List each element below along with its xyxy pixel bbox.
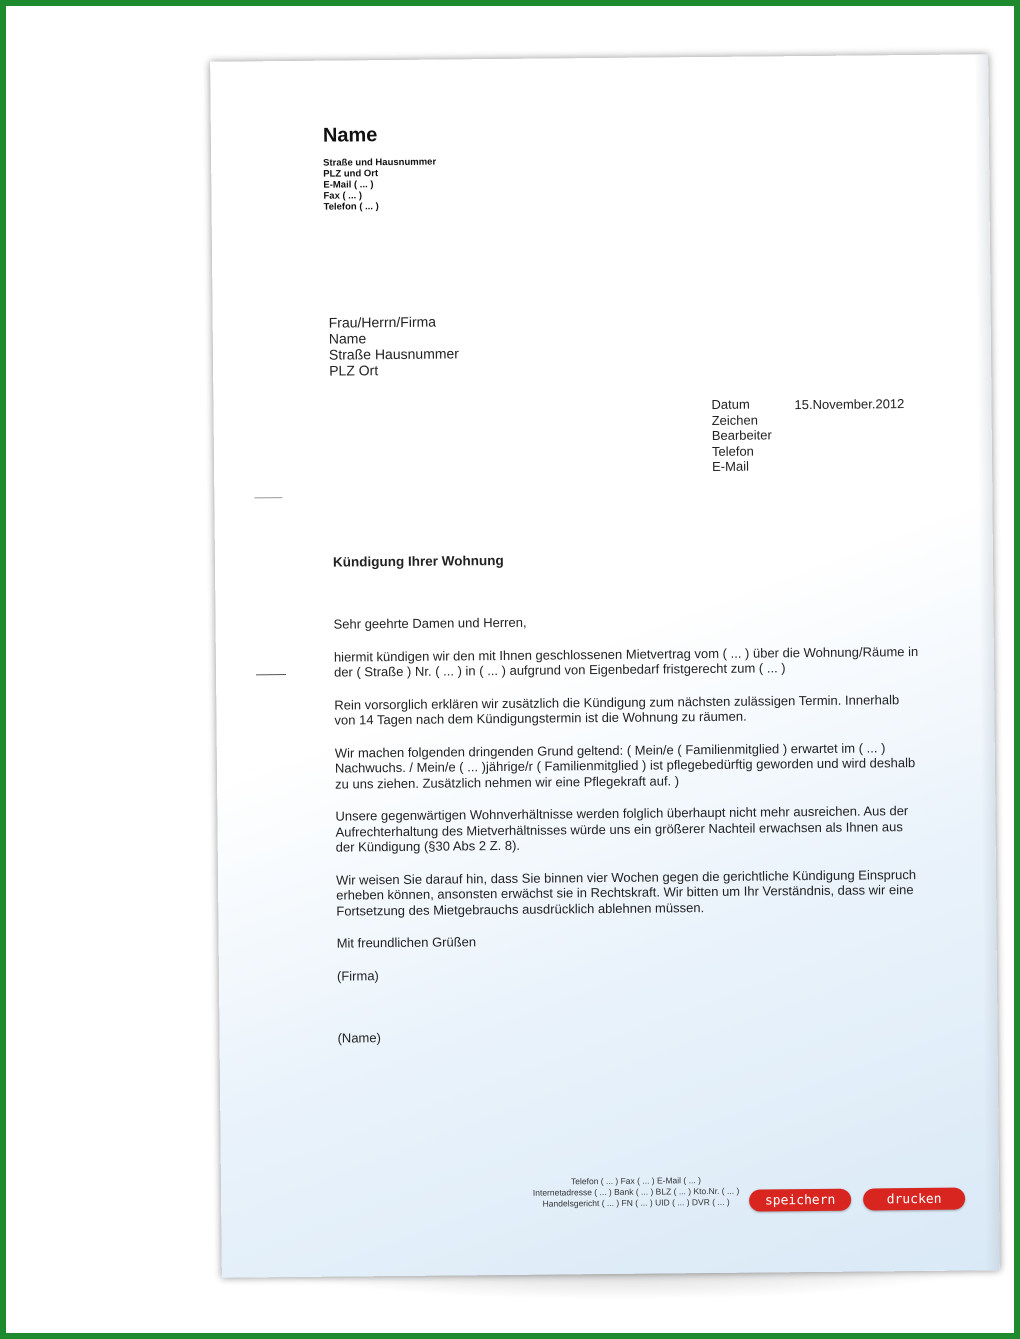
recipient-city: PLZ Ort [329, 362, 379, 379]
save-button[interactable]: speichern [749, 1189, 851, 1212]
letter-paragraph: Unsere gegenwärtigen Wohnverhältnisse werden folglich überhaupt nicht mehr ausreichen. Aus der Aufrechterhaltung des Mietverhältnisses würde uns ein größerer Nachteil erwachsen als Ihnen aus der Kündigung (§30 Abs 2 Z. 8). [335, 803, 909, 855]
sender-address [323, 157, 436, 213]
footer-line-contact: Telefon ( ... ) Fax ( ... ) E-Mail ( ... ) [570, 1175, 701, 1187]
sender-street: Straße und Hausnummer [323, 156, 437, 169]
recipient-salutation: Frau/Herrn/Firma [328, 313, 437, 331]
letter-subject: Kündigung Ihrer Wohnung [332, 552, 504, 570]
recipient-street: Straße Hausnummer [328, 345, 460, 363]
meta-label-date: Datum [711, 396, 750, 412]
recipient-name: Name [328, 330, 367, 347]
meta-date-value: 15.November.2012 [794, 396, 905, 413]
meta-label-email: E-Mail [712, 458, 750, 474]
letter-paragraph: hiermit kündigen wir den mit Ihnen geschlossenen Mietvertrag vom ( ... ) über die Wohnung/Räume in der ( Straße ) Nr. ( ... ) in ( ... ) aufgrund von Eigenbedarf fristgerecht zum ( ... ) [333, 643, 919, 680]
letter-salutation: Sehr geehrte Damen und Herren, [333, 614, 527, 632]
sender-name: Name [322, 124, 378, 147]
letter-firm: (Firma) [336, 967, 379, 984]
letter-meta-labels [711, 396, 772, 474]
letter-footer [511, 1175, 761, 1210]
sender-phone: Telefon ( ... ) [323, 201, 379, 213]
letter-signature-name: (Name) [337, 1030, 381, 1046]
letter-paragraph: Rein vorsorglich erklären wir zusätzlich die Kündigung zum nächsten zulässigen Termin. Innerhalb von 14 Tagen nach dem Kündigungstermin ist die Wohnung zu räumen. [334, 691, 900, 728]
fold-mark-top [254, 497, 282, 498]
letter-paragraph: Wir machen folgenden dringenden Grund geltend: ( Mein/e ( Familienmitglied ) erwartet im ( ... ) Nachwuchs. / Mein/e ( ... )jährige/r ( Familienmitglied ) ist pflegebedürftig geworden und wird deshalb zu uns ziehen. Zusätzlich nehmen wir eine Pflegekraft auf. ) [334, 739, 916, 792]
letter-body [334, 611, 923, 1063]
sender-email: E-Mail ( ... ) [323, 179, 374, 191]
meta-label-reference: Zeichen [711, 412, 758, 428]
letter-paragraph: Wir weisen Sie darauf hin, dass Sie binnen vier Wochen gegen die gerichtliche Kündigung Einspruch erheben können, ansonsten erwächst sie in Rechtskraft. Wir bitten um Ihr Verständnis, dass wir eine Fortsetzung des Mietgebrauchs ausdrücklich ablehnen müssen. [335, 866, 917, 919]
letter-closing: Mit freundlichen Grüßen [336, 934, 477, 951]
letter-page [210, 54, 1000, 1277]
footer-line-registry: Handelsgericht ( ... ) FN ( ... ) UID ( ... ) DVR ( ... ) [542, 1196, 730, 1209]
sender-fax: Fax ( ... ) [323, 190, 363, 202]
sender-city: PLZ und Ort [323, 168, 379, 180]
recipient-address [329, 313, 460, 378]
print-button[interactable]: drucken [863, 1188, 965, 1211]
fold-mark-middle [256, 674, 286, 675]
meta-label-phone: Telefon [711, 443, 754, 459]
meta-label-clerk: Bearbeiter [711, 427, 772, 443]
footer-line-bank: Internetadresse ( ... ) Bank ( ... ) BLZ ( ... ) Kto.Nr. ( ... ) [532, 1185, 740, 1198]
